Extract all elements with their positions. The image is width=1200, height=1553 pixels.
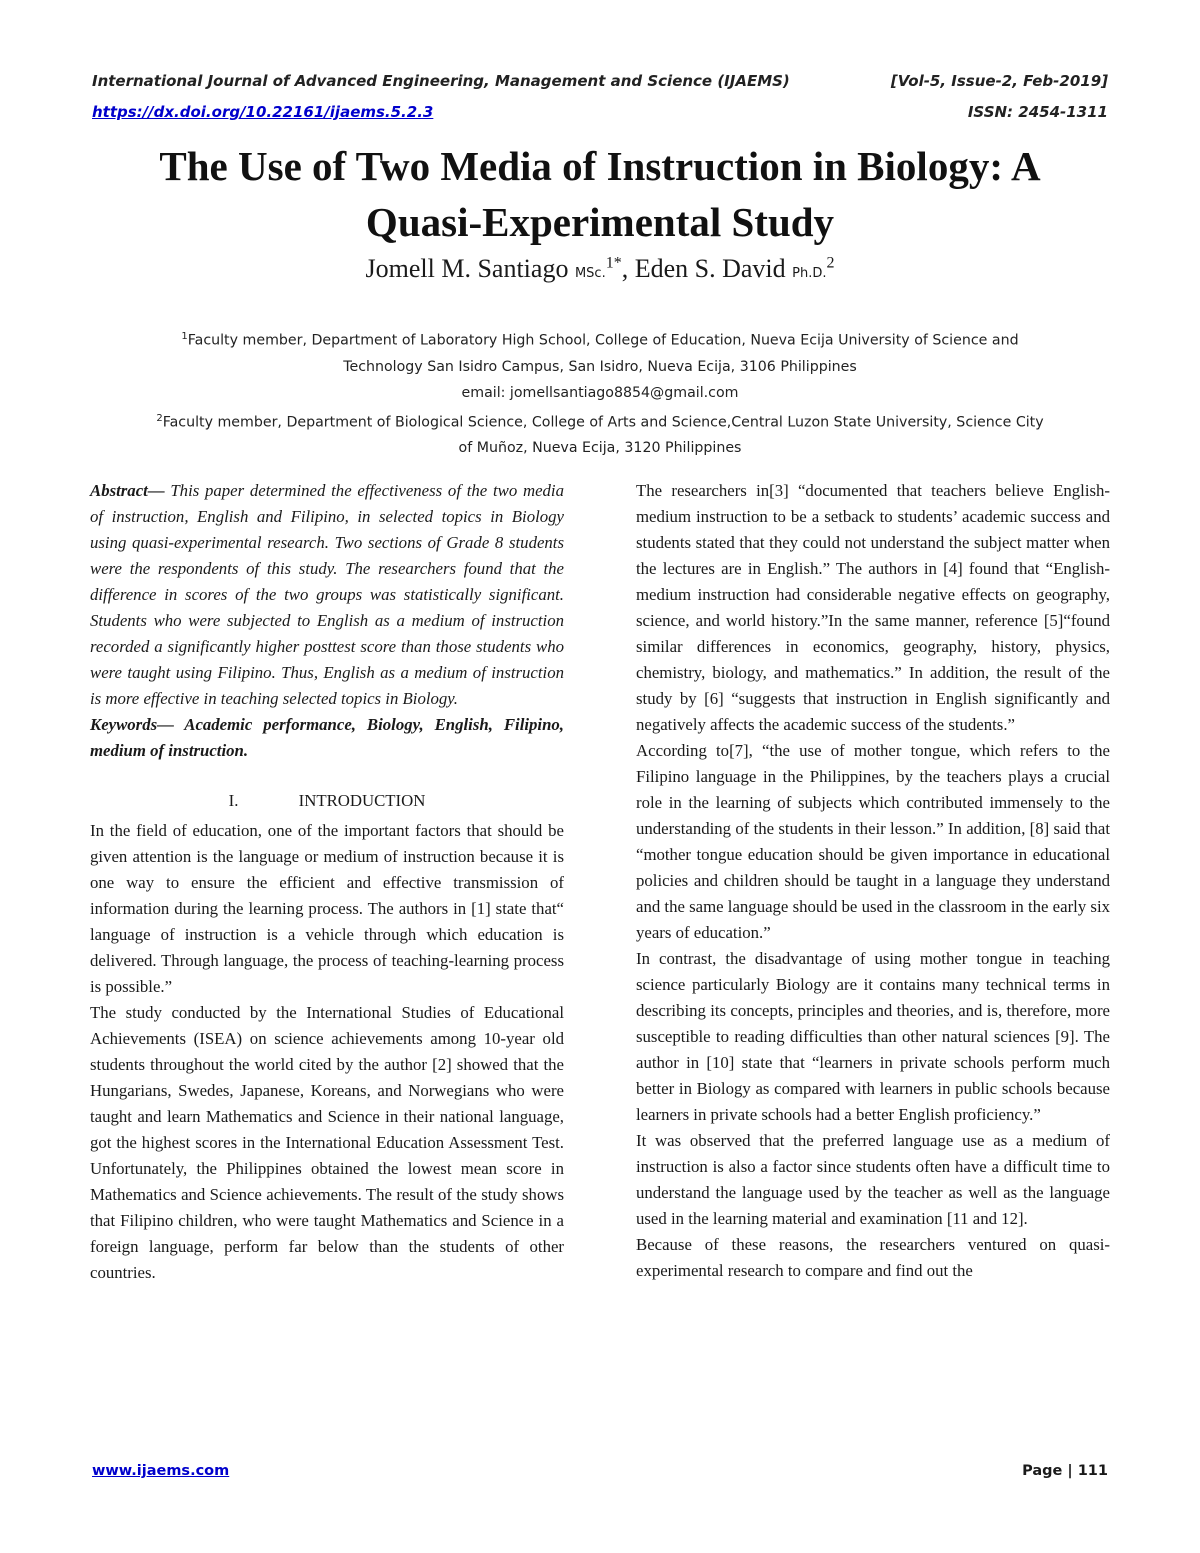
running-header [92, 72, 1108, 90]
paragraph: In the field of education, one of the important factors that should be given attention is the language or medium of instruction because it is one way to ensure the efficient and effective transmission of information during the learning process. The authors in [1] state that“ language of instruction is a vehicle through which education is delivered. Through language, the process of teaching-learning process is possible.” [90, 821, 564, 996]
left-column [90, 478, 564, 1286]
issn: ISSN: 2454-1311 [967, 103, 1108, 121]
affiliation-1-line-2: Technology San Isidro Campus, San Isidro, Nueva Ecija, 3106 Philippines [343, 358, 857, 375]
journal-website-link[interactable]: www.ijaems.com [92, 1463, 230, 1479]
author-2-name: Eden S. David [634, 254, 786, 283]
keywords-dash: — [157, 715, 185, 734]
page-number: Page | 111 [1022, 1463, 1108, 1479]
affiliation-2-line-1 [100, 406, 1100, 436]
affiliation-2-text: Faculty member, Department of Biological Science, College of Arts and Science,Central Luzon State University, Science City [162, 414, 1044, 431]
paper-title [60, 138, 1140, 250]
keywords-text: Academic performance, Biology, English, Filipino, medium of instruction. [90, 715, 565, 760]
affiliations [100, 324, 1100, 461]
volume-issue: [Vol-5, Issue-2, Feb-2019] [890, 72, 1108, 90]
author-1-mark: 1* [605, 254, 622, 272]
paragraph: Because of these reasons, the researchers ventured on quasi-experimental research to compare and find out the [636, 1235, 1110, 1280]
section-title: INTRODUCTION [298, 791, 426, 810]
affiliation-1-line-1 [100, 324, 1100, 354]
doi-link[interactable]: https://dx.doi.org/10.22161/ijaems.5.2.3 [92, 103, 434, 121]
right-column [636, 478, 1110, 1284]
abstract [90, 478, 564, 712]
affiliation-2-line-2: of Muñoz, Nueva Ecija, 3120 Philippines [458, 440, 742, 457]
section-heading [90, 788, 564, 814]
keywords-label: Keywords [90, 715, 158, 734]
journal-name: International Journal of Advanced Engineering, Management and Science (IJAEMS) [92, 72, 790, 90]
abstract-text: This paper determined the effectiveness of the two media of instruction, English and Filipino, in selected topics in Biology using quasi-experimental research. Two sections of Grade 8 students were the respondents of this study. The researchers found that the difference in scores of the two groups was statistically significant. Students who were subjected to English as a medium of instruction recorded a significantly higher posttest score than those students who were taught using Filipino. Thus, English as a medium of instruction is more effective in teaching selected topics in Biology. [90, 481, 564, 708]
title-line-1: The Use of Two Media of Instruction in Biology: A [159, 143, 1041, 189]
author-separator: , [621, 254, 635, 283]
affiliation-1-text: Faculty member, Department of Laboratory High School, College of Education, Nueva Ecija University of Science and [187, 332, 1019, 349]
author-1-degree: MSc. [574, 266, 606, 281]
email: email: jomellsantiago8854@gmail.com [461, 384, 739, 401]
author-2-degree: Ph.D. [792, 266, 827, 281]
keywords [90, 712, 564, 764]
paragraph: In contrast, the disadvantage of using mother tongue in teaching science particularly Biology are it contains many technical terms in describing its concepts, principles and theories, and is, therefore, more susceptible to reading difficulties than other natural sciences [9]. The author in [10] state that “learners in private schools perform much better in Biology as compared with learners in public schools because learners in private schools had a better English proficiency.” [636, 949, 1110, 1124]
author-2-mark: 2 [826, 254, 835, 272]
abstract-label: Abstract [90, 481, 148, 500]
affiliation-1-mark: 1 [181, 331, 188, 342]
author-list [0, 254, 1200, 284]
paragraph: The study conducted by the International Studies of Educational Achievements (ISEA) on science achievements among 10-year old students throughout the world cited by the author [2] showed that the Hungarians, Swedes, Japanese, Koreans, and Norwegians who were taught and learn Mathematics and Science in their national language, got the highest scores in the International Education Assessment Test. Unfortunately, the Philippines obtained the lowest mean score in Mathematics and Science achievements. The result of the study shows that Filipino children, who were taught Mathematics and Science in a foreign language, perform far below than the students of other countries. [90, 1003, 564, 1282]
section-number: I. [228, 791, 239, 810]
paragraph: It was observed that the preferred language use as a medium of instruction is also a factor since students often have a difficult time to understand the language used by the teacher as well as the language used in the learning material and examination [11 and 12]. [636, 1131, 1110, 1228]
paragraph: The researchers in[3] “documented that teachers believe English-medium instruction to be a setback to students’ academic success and students stated that they could not understand the subject matter when the lectures are in English.” The authors in [4] found that “English-medium instruction had considerable negative effects on geography, science, and world history.”In the same manner, reference [5]“found similar differences in economics, geography, history, physics, chemistry, biology, and mathematics.” In addition, the result of the study by [6] “suggests that instruction in English significantly and negatively affects the academic success of the students.” [636, 481, 1110, 734]
page-footer [92, 1463, 1108, 1479]
author-1-name: Jomell M. Santiago [365, 254, 569, 283]
abstract-dash: — [147, 481, 171, 500]
affiliation-2-mark: 2 [156, 412, 163, 424]
paragraph: According to[7], “the use of mother tongue, which refers to the Filipino language in the Philippines, by the teachers plays a crucial role in the learning of subjects which contributed immensely to the understanding of the students in their lesson.” In addition, [8] said that “mother tongue education should be given importance in educational policies and children should be taught in a language they understand and the same language should be used in the classroom in the early six years of education.” [636, 741, 1110, 942]
title-line-2: Quasi-Experimental Study [365, 199, 835, 245]
doi-line [92, 103, 1108, 121]
